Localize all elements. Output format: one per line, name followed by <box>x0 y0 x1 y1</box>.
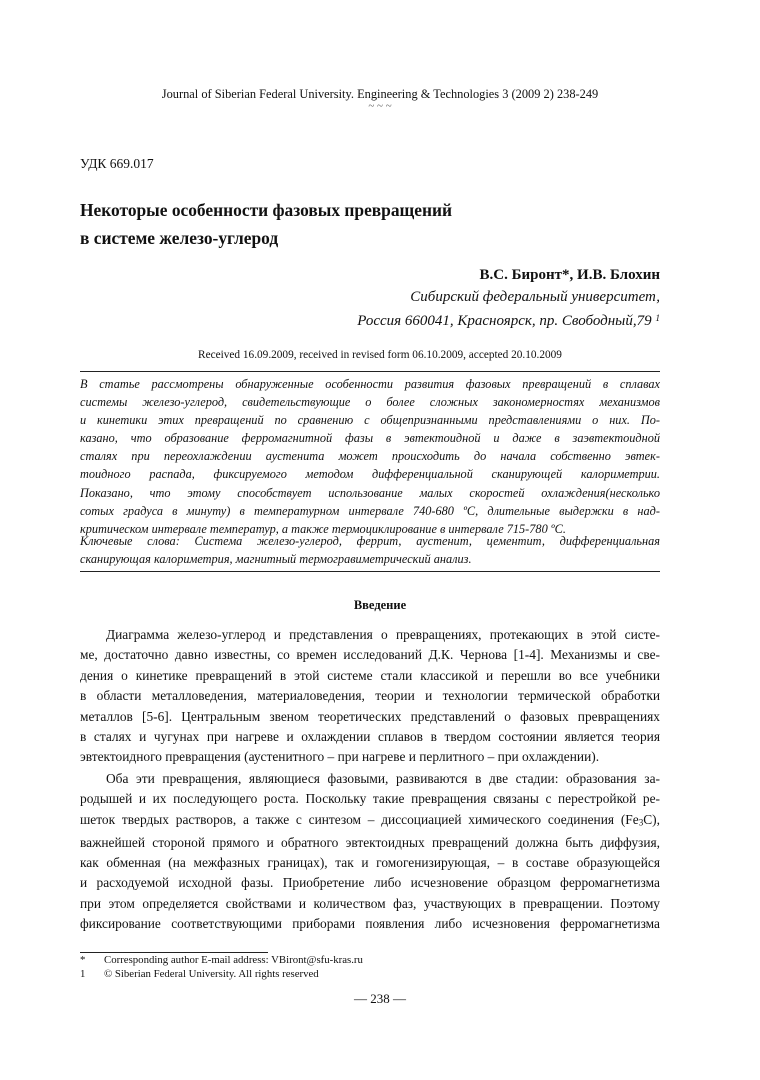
abstract-line: и кинетики этих превращений по сравнению с общепризнанными представлениями о них. По- <box>80 413 660 428</box>
section-heading: Введение <box>353 598 407 612</box>
footnote-mark: 1 <box>80 967 86 980</box>
abstract-top-rule <box>80 371 660 372</box>
keywords-line: сканирующая калориметрия, магнитный термогравиметрический анализ. <box>80 552 472 567</box>
authors-block <box>357 264 660 332</box>
body-line: ме, достаточно давно известны, со времен исследований Д.К. Чернова [1-4]. Механизмы и све- <box>80 647 660 663</box>
received-dates: Received 16.09.2009, received in revised form 06.10.2009, accepted 20.10.2009 <box>198 349 562 361</box>
body-line: Диаграмма железо-углерод и представления о превращениях, протекающих в этой систе- <box>106 627 660 642</box>
body-line: Оба эти превращения, являющиеся фазовыми, развиваются в две стадии: образования за- <box>106 771 660 786</box>
abstract-line: тоидного распада, фиксируемого методом дифференциальной сканирующей калориметрии. <box>80 467 660 482</box>
affiliation-line-1: Сибирский федеральный университет, <box>410 289 660 305</box>
body-line: металлов [5-6]. Центральным звеном теоретических представлений о фазовых превращениях <box>80 708 660 724</box>
formula-tail: C), <box>643 811 660 827</box>
author-names: В.С. Биронт*, И.В. Блохин <box>479 267 660 283</box>
footnotes <box>80 954 363 981</box>
abstract-line: сталях при переохлаждении аустенита может происходить до начала собственно эвтек- <box>80 449 660 464</box>
body-line: при этом определяется свойствами и количеством фаз, участвующих в превращении. Поэтому <box>80 895 660 911</box>
udk-code: УДК 669.017 <box>80 156 154 171</box>
title-line-1: Некоторые особенности фазовых превращений <box>80 200 453 220</box>
body-line: важнейшей стороной прямого и обратного эвтектоидных превращений должна быть диффузия, <box>80 834 660 850</box>
body-line: в сталях и чугунах при нагреве и охлаждении сплавов в твердом состоянии является теория <box>80 729 660 745</box>
body-line: как обменная (на межфазных границах), так и гомогенизирующая, – в составе образующейся <box>80 854 660 870</box>
abstract-line: сотых градуса в минуту) в температурном интервале 740-680 ºС, длительные выдержки в над- <box>80 503 660 518</box>
abstract-line: системы железо-углерод, свидетельствующие о более сложных закономерностях механизмов <box>80 395 660 410</box>
abstract-line: Показано, что этому способствует использование малых скоростей охлаждения(несколько <box>80 485 660 500</box>
header-ornament: ~ ~ ~ <box>368 100 392 112</box>
footnote-corresponding <box>80 954 363 968</box>
body-line: и расходуемой исходной фазы. Приобретение либо исчезновение образцом ферромагнетизма <box>80 875 660 891</box>
affiliation-line-2 <box>357 308 660 332</box>
paragraph-2 <box>80 769 660 935</box>
footnote-rule <box>80 952 268 953</box>
affiliation-mark: 1 <box>655 314 660 324</box>
affiliation-address: Россия 660041, Красноярск, пр. Свободный,79 <box>357 313 652 330</box>
abstract-line: В статье рассмотрены обнаруженные особенности развития фазовых превращений в сплавах <box>80 377 660 391</box>
body-line <box>80 810 660 833</box>
keywords-line: Ключевые слова: Система железо-углерод, феррит, аустенит, цементит, дифференциальная <box>80 534 660 548</box>
formula-lead-text: шеток твердых растворов, а также с синтезом – диссоциацией химического соединения (Fe <box>80 811 639 827</box>
paragraph-1 <box>80 625 660 768</box>
body-line: в области металловедения, материаловедения, теории и технологии термической обработки <box>80 688 660 704</box>
title-line-2: в системе железо-углерод <box>80 228 279 248</box>
article-title <box>80 196 452 252</box>
abstract-line: казано, что образование ферромагнитной фазы в эвтектоидной и даже в заэвтектоидной <box>80 431 660 446</box>
formula-subscript: 3 <box>638 817 644 828</box>
body-line: родышей и их последующего роста. Поскольку такие превращения связаны с перестройкой ре- <box>80 791 660 807</box>
abstract <box>80 375 660 538</box>
abstract-line: критическом интервале температур, а также термоциклирование в интервале 715-780 ºС. <box>80 521 566 536</box>
footnote-mark: * <box>80 954 86 966</box>
journal-header: Journal of Siberian Federal University. Engineering & Technologies 3 (2009 2) 238-249 <box>161 87 599 101</box>
footnote-text: © Siberian Federal University. All rights reserved <box>104 967 319 980</box>
body-line: эвтектоидного превращения (аустенитного – при нагреве и перлитного – при охлаждении). <box>80 749 600 765</box>
keywords <box>80 532 660 568</box>
footnote-text: Corresponding author E-mail address: VBiront@sfu-kras.ru <box>104 954 363 966</box>
abstract-bottom-rule <box>80 571 660 572</box>
page-number: — 238 — <box>354 991 406 1006</box>
body-line: фиксирование соответствующими приборами появления либо исчезновения ферромагнетизма <box>80 916 660 932</box>
body-line: дения о кинетике превращений в этой системе стали классикой и перешли во все учебники <box>80 667 660 683</box>
footnote-copyright <box>80 968 363 982</box>
